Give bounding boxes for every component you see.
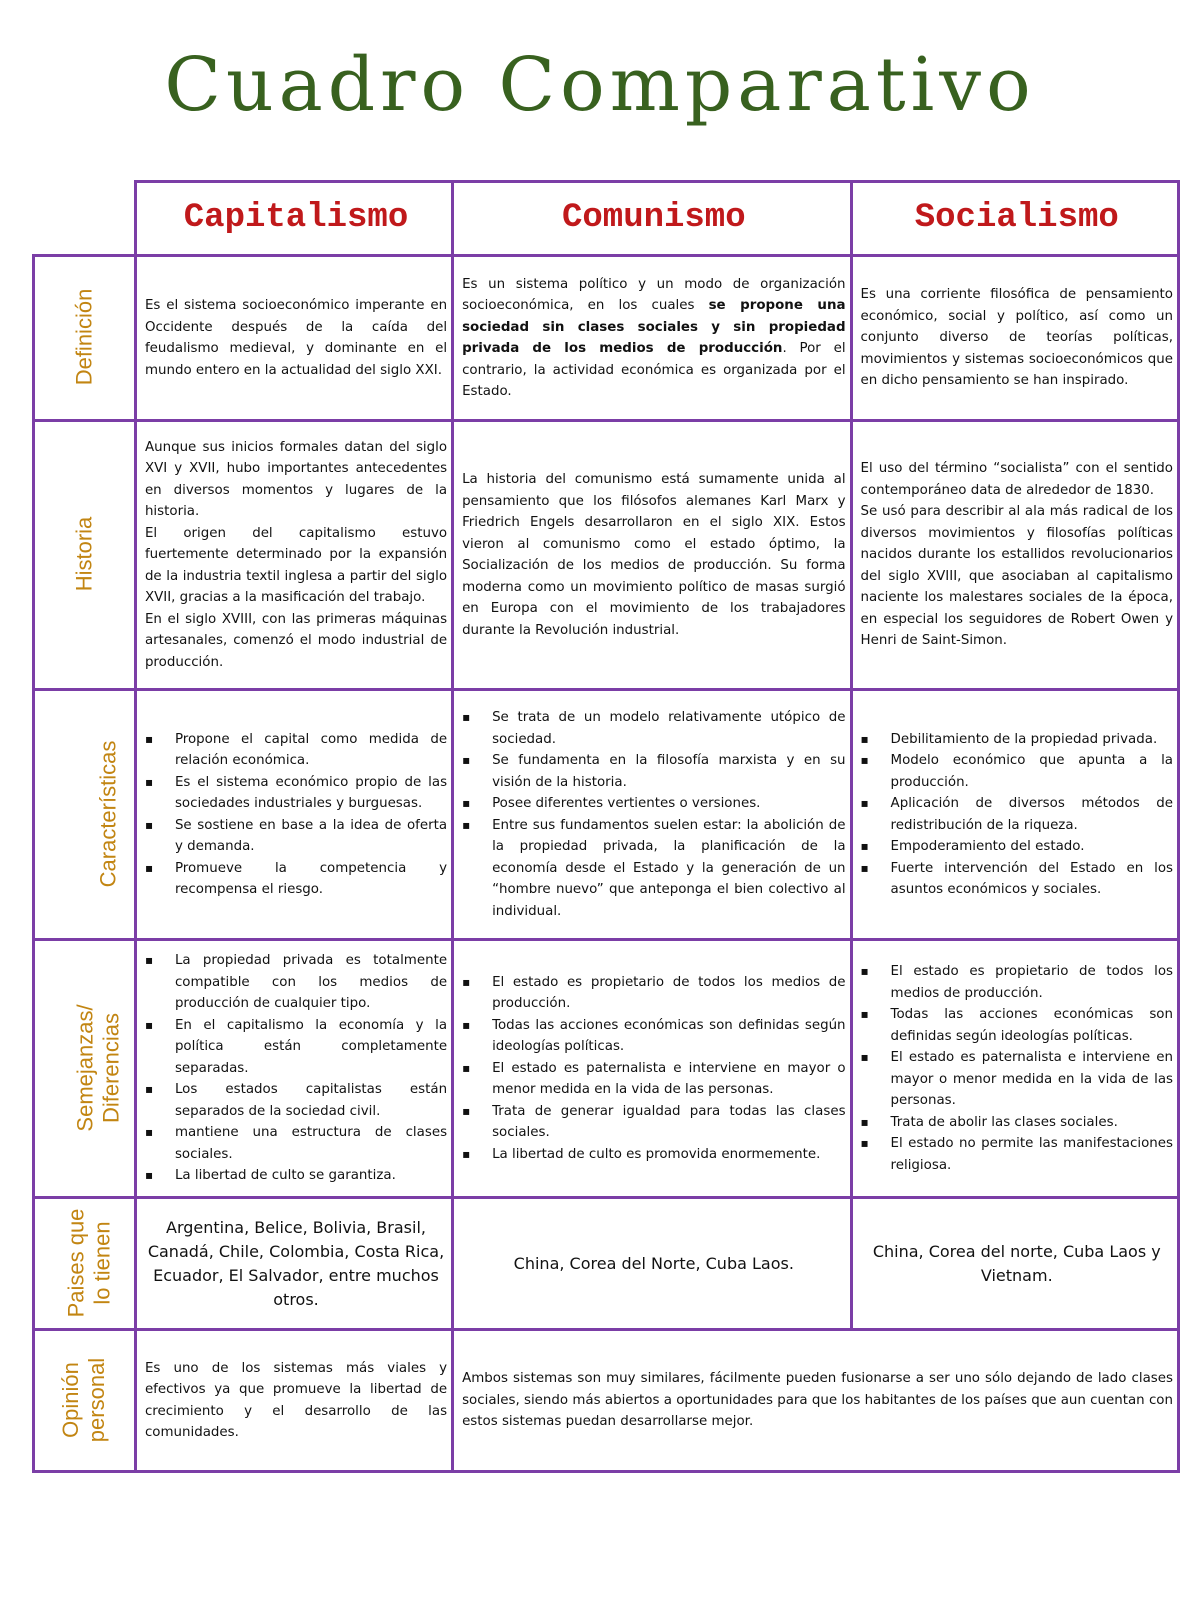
label-line: Opinión bbox=[58, 1361, 84, 1438]
label-line: Semejanzas/ bbox=[72, 1004, 98, 1132]
row-semejanzas bbox=[34, 940, 1179, 1198]
paragraph: En el siglo XVIII, con las primeras máquinas artesanales, comenzó el modo industrial de producción. bbox=[144, 611, 448, 670]
cell-definicion-socialismo: Es una corriente filosófica de pensamiento económico, social y político, así como un conjunto diverso de teorías políticas, movimientos y sistemas socioeconómicos que en dicho pensamiento se han inspirado. bbox=[851, 256, 1178, 421]
cell-caracteristicas-comunismo bbox=[453, 690, 851, 940]
paragraph: El uso del término “socialista” con el sentido contemporáneo data de alrededor de 1830. bbox=[860, 461, 1173, 498]
label-line: lo tienen bbox=[89, 1221, 115, 1305]
list-item: ▪ Promueve la competencia y recompensa el riesgo. bbox=[175, 858, 447, 901]
row-heading-label bbox=[58, 1358, 110, 1442]
text-segment: Es un sistema político y un modo de organización socioeconómica, en los cuales bbox=[462, 276, 846, 313]
corner-cell bbox=[34, 182, 136, 256]
row-heading-definicion bbox=[34, 256, 136, 421]
bullet-list bbox=[462, 707, 845, 922]
list-item: ▪ Propone el capital como medida de relación económica. bbox=[175, 729, 447, 772]
bullet-list bbox=[145, 729, 447, 901]
row-historia bbox=[34, 421, 1179, 690]
row-paises bbox=[34, 1198, 1179, 1330]
page-title: Cuadro Comparativo bbox=[164, 42, 1036, 128]
row-heading-label: Historia bbox=[71, 516, 97, 592]
list-item: ▪ Trata de abolir las clases sociales. bbox=[891, 1112, 1173, 1134]
list-item: ▪ Se trata de un modelo relativamente utópico de sociedad. bbox=[492, 707, 845, 750]
cell-historia-capitalismo bbox=[135, 421, 452, 690]
row-heading-caracteristicas bbox=[34, 690, 136, 940]
row-heading-paises bbox=[34, 1198, 136, 1330]
list-item: ▪ Modelo económico que apunta a la producción. bbox=[891, 750, 1173, 793]
list-item: ▪ El estado es propietario de todos los medios de producción. bbox=[891, 961, 1173, 1004]
list-item: ▪ El estado es paternalista e interviene en mayor o menor medida en la vida de las personas. bbox=[891, 1047, 1173, 1112]
row-opinion bbox=[34, 1330, 1179, 1472]
cell-semejanzas-socialismo bbox=[851, 940, 1178, 1198]
list-item: ▪ Aplicación de diversos métodos de redistribución de la riqueza. bbox=[891, 793, 1173, 836]
list-item: ▪ La libertad de culto es promovida enormemente. bbox=[492, 1144, 845, 1166]
cell-historia-comunismo: La historia del comunismo está sumamente unida al pensamiento que los filósofos alemanes Karl Marx y Friedrich Engels desarrollaron en el siglo XIX. Estos vieron al comunismo como el estado óptimo, la Socialización de los medios de producción. Su forma moderna como un movimiento político de masas surgió en Europa con el movimiento de los trabajadores durante la Revolución industrial. bbox=[453, 421, 851, 690]
list-item: ▪ Los estados capitalistas están separados de la sociedad civil. bbox=[175, 1079, 447, 1122]
text-segment: . Por el contrario, la actividad económica es organizada por el Estado. bbox=[462, 341, 846, 399]
label-line: Paises que bbox=[63, 1208, 89, 1318]
comparison-table bbox=[32, 180, 1180, 1473]
column-heading-comunismo: Comunismo bbox=[453, 182, 851, 256]
list-item: ▪ mantiene una estructura de clases sociales. bbox=[175, 1122, 447, 1165]
list-item: ▪ En el capitalismo la economía y la política están completamente separadas. bbox=[175, 1015, 447, 1080]
list-item: ▪ Entre sus fundamentos suelen estar: la abolición de la propiedad privada, la planificación de la economía desde el Estado y la generación de un “hombre nuevo” que anteponga el bien colectivo al individual. bbox=[492, 815, 845, 923]
bold-text-segment: se propone una sociedad sin clases sociales y sin propiedad privada de los medios de producción bbox=[462, 298, 846, 356]
bullet-list bbox=[861, 961, 1173, 1176]
column-heading-socialismo: Socialismo bbox=[851, 182, 1178, 256]
list-item: ▪ Fuerte intervención del Estado en los asuntos económicos y sociales. bbox=[891, 858, 1173, 901]
bullet-list bbox=[462, 972, 845, 1166]
column-heading-capitalismo: Capitalismo bbox=[135, 182, 452, 256]
row-definicion bbox=[34, 256, 1179, 421]
list-item: ▪ Trata de generar igualdad para todas las clases sociales. bbox=[492, 1101, 845, 1144]
list-item: ▪ Se sostiene en base a la idea de oferta y demanda. bbox=[175, 815, 447, 858]
list-item: ▪ Debilitamiento de la propiedad privada. bbox=[891, 729, 1173, 751]
cell-caracteristicas-capitalismo bbox=[135, 690, 452, 940]
paragraph: El origen del capitalismo estuvo fuertemente determinado por la expansión de la industria textil inglesa a partir del siglo XVII, gracias a la masificación del trabajo. bbox=[144, 525, 448, 606]
row-caracteristicas bbox=[34, 690, 1179, 940]
list-item: ▪ El estado no permite las manifestaciones religiosa. bbox=[891, 1133, 1173, 1176]
list-item: ▪ La propiedad privada es totalmente compatible con los medios de producción de cualquier tipo. bbox=[175, 950, 447, 1015]
list-item: ▪ El estado es paternalista e interviene en mayor o menor medida en la vida de las personas. bbox=[492, 1058, 845, 1101]
list-item: ▪ Empoderamiento del estado. bbox=[891, 836, 1173, 858]
list-item: ▪ La libertad de culto se garantiza. bbox=[175, 1165, 447, 1187]
row-heading-label bbox=[73, 1004, 125, 1131]
row-heading-historia bbox=[34, 421, 136, 690]
cell-definicion-capitalismo: Es el sistema socioeconómico imperante en Occidente después de la caída del feudalismo medieval, y dominante en el mundo entero en la actualidad del siglo XXI. bbox=[135, 256, 452, 421]
cell-semejanzas-comunismo bbox=[453, 940, 851, 1198]
list-item: ▪ Todas las acciones económicas son definidas según ideologías políticas. bbox=[891, 1004, 1173, 1047]
list-item: ▪ Todas las acciones económicas son definidas según ideologías políticas. bbox=[492, 1015, 845, 1058]
row-heading-label: Definición bbox=[71, 288, 97, 386]
list-item: ▪ Posee diferentes vertientes o versiones. bbox=[492, 793, 845, 815]
cell-definicion-comunismo bbox=[453, 256, 851, 421]
cell-opinion-capitalismo: Es uno de los sistemas más viales y efectivos ya que promueve la libertad de crecimiento y el desarrollo de las comunidades. bbox=[135, 1330, 452, 1472]
bullet-list bbox=[861, 729, 1173, 901]
list-item: ▪ Se fundamenta en la filosofía marxista y en su visión de la historia. bbox=[492, 750, 845, 793]
cell-paises-capitalismo: Argentina, Belice, Bolivia, Brasil, Canadá, Chile, Colombia, Costa Rica, Ecuador, El Salvador, entre muchos otros. bbox=[135, 1198, 452, 1330]
label-line: Diferencias bbox=[98, 1012, 124, 1123]
row-heading-opinion bbox=[34, 1330, 136, 1472]
paragraph: Se usó para describir al ala más radical de los diversos movimientos y filosofías políticas nacidos durante los estallidos revolucionarios del siglo XVIII, que asociaban al capitalismo naciente los malestares sociales de la época, en especial los seguidores de Robert Owen y Henri de Saint-Simon. bbox=[860, 504, 1173, 649]
cell-semejanzas-capitalismo bbox=[135, 940, 452, 1198]
row-heading-label bbox=[63, 1208, 115, 1317]
bullet-list bbox=[145, 950, 447, 1187]
list-item: ▪ El estado es propietario de todos los medios de producción. bbox=[492, 972, 845, 1015]
cell-paises-comunismo: China, Corea del Norte, Cuba Laos. bbox=[453, 1198, 851, 1330]
list-item: ▪ Es el sistema económico propio de las sociedades industriales y burguesas. bbox=[175, 772, 447, 815]
label-line: personal bbox=[84, 1357, 110, 1442]
row-heading-label: Características bbox=[95, 740, 121, 888]
cell-caracteristicas-socialismo bbox=[851, 690, 1178, 940]
cell-paises-socialismo: China, Corea del norte, Cuba Laos y Vietnam. bbox=[851, 1198, 1178, 1330]
header-row bbox=[34, 182, 1179, 256]
paragraph: Aunque sus inicios formales datan del siglo XVI y XVII, hubo importantes antecedentes en diversos momentos y lugares de la historia. bbox=[144, 439, 448, 520]
cell-historia-socialismo bbox=[851, 421, 1178, 690]
cell-opinion-combinado: Ambos sistemas son muy similares, fácilmente pueden fusionarse a ser uno sólo dejando de lado clases sociales, siendo más abiertos a oportunidades para que los habitantes de los países que aun cuentan con estos sistemas puedan desarrollarse mejor. bbox=[453, 1330, 1179, 1472]
row-heading-semejanzas bbox=[34, 940, 136, 1198]
